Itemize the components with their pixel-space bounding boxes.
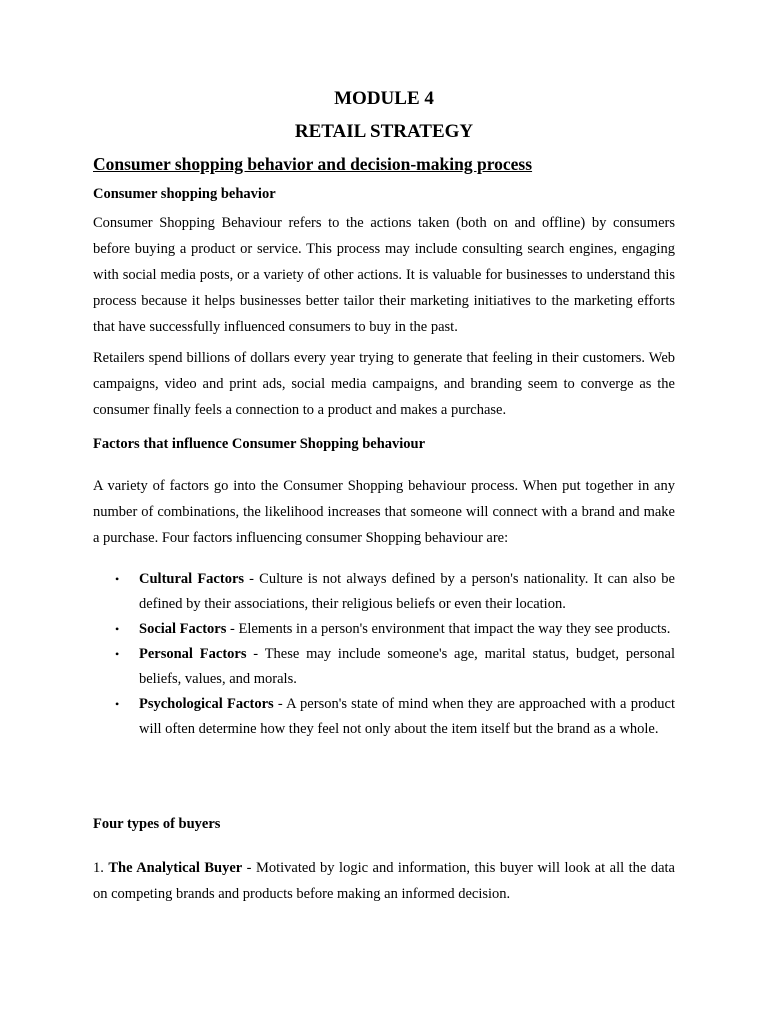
factor-description: - These may include someone's age, marital status, budget, personal beliefs, values, and morals. xyxy=(139,646,675,687)
factor-description: - A person's state of mind when they are approached with a product will often determine how they feel not only about the item itself but the brand as a whole. xyxy=(139,696,675,737)
subheading-factors: Factors that influence Consumer Shopping behaviour xyxy=(93,436,426,452)
subheading-consumer-shopping-behavior: Consumer shopping behavior xyxy=(93,186,276,202)
paragraph-factors-intro: A variety of factors go into the Consumer Shopping behaviour process. When put together in any number of combinations, the likelihood increases that someone will connect with a brand and make a purchase. Four factors influencing consumer Shopping behaviour are: xyxy=(93,478,675,546)
factor-term: Psychological Factors xyxy=(139,696,274,712)
subheading-four-types-of-buyers: Four types of buyers xyxy=(93,816,221,832)
factor-term: Personal Factors xyxy=(139,646,247,662)
factor-term: Cultural Factors xyxy=(139,571,245,587)
chapter-title: RETAIL STRATEGY xyxy=(294,121,474,142)
module-title: MODULE 4 xyxy=(334,88,434,109)
factor-description: - Elements in a person's environment that impact the way they see products. xyxy=(226,621,671,637)
bullet-icon: • xyxy=(115,647,120,661)
bullet-icon: • xyxy=(115,697,120,711)
factor-term: Social Factors xyxy=(139,621,227,637)
buyer-number: 1. xyxy=(93,860,109,876)
buyer-term: The Analytical Buyer xyxy=(108,860,243,876)
paragraph-retailers: Retailers spend billions of dollars every year trying to generate that feeling in their customers. Web campaigns, video and print ads, social media campaigns, and branding seem to converge as the consumer finally feels a connection to a product and makes a purchase. xyxy=(93,350,675,418)
list-item-psychological-factors xyxy=(93,692,675,742)
paragraph-analytical-buyer xyxy=(93,855,675,907)
bullet-icon: • xyxy=(115,572,120,586)
section-title: Consumer shopping behavior and decision-making process xyxy=(93,154,533,174)
list-item-personal-factors xyxy=(93,642,675,692)
list-item-social-factors xyxy=(93,617,675,642)
bullet-icon: • xyxy=(115,622,120,636)
factors-list xyxy=(93,567,675,742)
factor-description: - Culture is not always defined by a person's nationality. It can also be defined by their associations, their religious beliefs or even their location. xyxy=(139,571,675,612)
buyer-description: - Motivated by logic and information, this buyer will look at all the data on competing brands and products before making an informed decision. xyxy=(93,860,675,902)
paragraph-definition: Consumer Shopping Behaviour refers to the actions taken (both on and offline) by consumers before buying a product or service. This process may include consulting search engines, engaging with social media posts, or a variety of other actions. It is valuable for businesses to understand this process because it helps businesses better tailor their marketing initiatives to the marketing efforts that have successfully influenced consumers to buy in the past. xyxy=(93,215,675,335)
list-item-cultural-factors xyxy=(93,567,675,617)
